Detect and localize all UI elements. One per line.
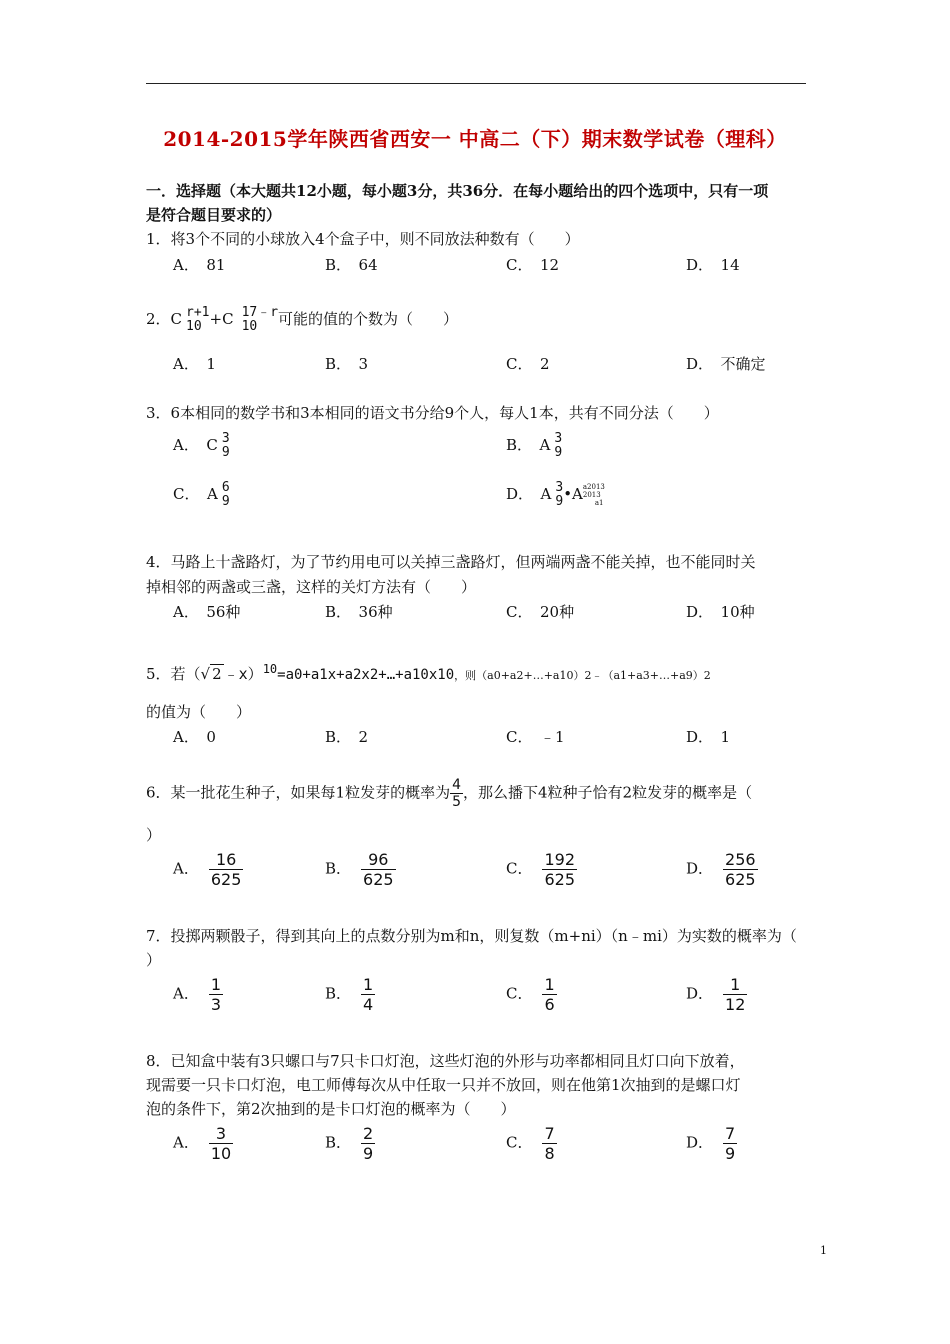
q8-d-den: 9 xyxy=(725,1144,736,1163)
q5-exponent: 10 xyxy=(262,662,278,676)
q8-b-den: 9 xyxy=(363,1144,374,1163)
q2-option-c: C． 2 xyxy=(506,355,550,373)
q3-d-label: D． A xyxy=(506,485,552,503)
question-2-stem xyxy=(146,306,458,334)
q3-option-b xyxy=(506,432,562,460)
q2-sup1: r+1 xyxy=(186,305,210,320)
q5-mid: ﹣x） xyxy=(223,665,263,683)
q7-c-label: C． xyxy=(506,984,533,1003)
section-heading-line1: 一．选择题（本大题共12小题，每小题3分，共36分．在每小题给出的四个选项中，只有一项 xyxy=(146,182,769,200)
q8-d-label: D． xyxy=(686,1133,714,1152)
q8-option-a xyxy=(173,1124,233,1163)
q3-d-tiny2: 2013 xyxy=(582,491,601,499)
q2-tail: 可能的值的个数为（ ） xyxy=(278,310,459,328)
q7-b-den: 4 xyxy=(363,995,374,1014)
q3-c-sub: 9 xyxy=(221,494,230,509)
question-5-line2: 的值为（ ） xyxy=(146,703,252,721)
page-number: 1 xyxy=(820,1244,827,1257)
q5-option-c: C． ﹣1 xyxy=(506,728,565,746)
q7-a-label: A． xyxy=(173,984,199,1003)
q6-b-label: B． xyxy=(325,859,352,878)
q8-b-label: B． xyxy=(325,1133,352,1152)
q7-d-num: 1 xyxy=(730,975,741,994)
q8-c-num: 7 xyxy=(544,1124,555,1143)
q7-b-num: 1 xyxy=(363,975,374,994)
q7-option-a xyxy=(173,975,223,1014)
q8-option-b xyxy=(325,1124,375,1163)
question-5-stem xyxy=(146,662,711,684)
q3-option-c xyxy=(173,481,230,509)
q3-a-label: A． C xyxy=(173,436,218,454)
question-8-line3: 泡的条件下，第2次抽到的是卡口灯泡的概率为（ ） xyxy=(146,1100,516,1118)
question-6-line2: ） xyxy=(146,826,162,844)
q5-expression: =a0+a1x+a2x2+…+a10x10 xyxy=(277,667,455,683)
section-heading-line2: 是符合题目要求的） xyxy=(146,206,282,224)
question-8-line2: 现需要一只卡口灯泡，电工师傅每次从中任取一只并不放回，则在他第1次抽到的是螺口灯 xyxy=(146,1076,741,1094)
question-6-stem xyxy=(146,777,752,810)
question-7-line1: 7．投掷两颗骰子，得到其向上的点数分别为m和n，则复数（m+ni）（n﹣mi）为实数的概率为（ xyxy=(146,927,797,945)
header-rule xyxy=(146,83,806,84)
q3-d-tail: •A xyxy=(563,485,583,503)
q6-b-den: 625 xyxy=(363,870,394,889)
q5-option-d: D． 1 xyxy=(686,728,731,746)
q7-a-num: 1 xyxy=(210,975,222,994)
q6-option-c xyxy=(506,850,577,889)
q2-option-d: D． 不确定 xyxy=(686,355,766,373)
q6-a-den: 625 xyxy=(210,870,242,889)
q1-option-d: D． 14 xyxy=(686,256,740,274)
q1-option-a: A． 81 xyxy=(173,256,226,274)
q2-plus: +C xyxy=(209,310,234,328)
q8-option-c xyxy=(506,1124,557,1163)
q3-a-sub: 9 xyxy=(221,445,230,460)
q5-option-b: B． 2 xyxy=(325,728,369,746)
q8-a-num: 3 xyxy=(215,1124,227,1143)
q3-d-sup: 3 xyxy=(555,480,564,495)
q6-pre: 6．某一批花生种子，如果每1粒发芽的概率为 xyxy=(146,783,451,802)
q2-sub2: 10 xyxy=(241,319,258,334)
q2-option-b: B． 3 xyxy=(325,355,369,373)
q6-d-label: D． xyxy=(686,859,714,878)
q8-option-d xyxy=(686,1124,737,1163)
q7-b-label: B． xyxy=(325,984,352,1003)
q4-option-d: D． 10种 xyxy=(686,603,755,621)
question-4-line1: 4．马路上十盏路灯，为了节约用电可以关掉三盏路灯，但两端两盏不能关掉，也不能同时关 xyxy=(146,553,756,571)
q7-d-den: 12 xyxy=(725,995,746,1014)
q6-option-b xyxy=(325,850,396,889)
q6-option-d xyxy=(686,850,758,889)
q3-d-tiny1: a2013 xyxy=(582,483,605,491)
q6-c-den: 625 xyxy=(544,870,576,889)
q7-option-b xyxy=(325,975,375,1014)
question-8-line1: 8．已知盒中装有3只螺口与7只卡口灯泡，这些灯泡的外形与功率都相同且灯口向下放着， xyxy=(146,1052,745,1070)
page-title: 2014-2015学年陕西省西安一 中高二（下）期末数学试卷（理科） xyxy=(163,127,787,151)
q3-option-a xyxy=(173,432,230,460)
q6-c-num: 192 xyxy=(544,850,576,869)
q4-option-c: C． 20种 xyxy=(506,603,575,621)
q8-c-label: C． xyxy=(506,1133,533,1152)
q3-b-sup: 3 xyxy=(554,431,563,446)
q8-c-den: 8 xyxy=(544,1144,555,1163)
q6-a-label: A． xyxy=(173,859,199,878)
q6-c-label: C． xyxy=(506,859,533,878)
q6-a-num: 16 xyxy=(215,850,237,869)
q7-d-label: D． xyxy=(686,984,714,1003)
q6-post: ，那么播下4粒种子恰有2粒发芽的概率是（ xyxy=(463,783,753,802)
q2-number: 2．C xyxy=(146,310,183,328)
q3-a-sup: 3 xyxy=(221,431,230,446)
q7-c-num: 1 xyxy=(544,975,555,994)
q3-c-label: C． A xyxy=(173,485,218,503)
q6-d-num: 256 xyxy=(725,850,756,869)
q3-d-sub: 9 xyxy=(555,494,564,509)
q7-c-den: 6 xyxy=(544,995,555,1014)
q1-option-c: C． 12 xyxy=(506,256,560,274)
q8-d-num: 7 xyxy=(725,1124,736,1143)
q5-option-a: A． 0 xyxy=(173,728,216,746)
q6-d-den: 625 xyxy=(725,870,756,889)
q8-b-num: 2 xyxy=(363,1124,374,1143)
q4-option-a: A． 56种 xyxy=(173,603,241,621)
q6-b-num: 96 xyxy=(368,850,389,869)
q3-b-label: B． A xyxy=(506,436,551,454)
q3-c-sup: 6 xyxy=(221,480,230,495)
question-1-stem: 1．将3个不同的小球放入4个盒子中，则不同放法种数有（ ） xyxy=(146,230,580,248)
question-3-stem: 3．6本相同的数学书和3本相同的语文书分给9个人，每人1本，共有不同分法（ ） xyxy=(146,404,719,422)
q1-option-b: B． 64 xyxy=(325,256,378,274)
question-4-line2: 掉相邻的两盏或三盏，这样的关灯方法有（ ） xyxy=(146,578,477,596)
q6-option-a xyxy=(173,850,243,889)
q5-radicand: 2 xyxy=(212,665,222,683)
q7-a-den: 3 xyxy=(210,995,222,1014)
q5-tail: ，则（a0+a2+…+a10）2﹣（a1+a3+…+a9）2 xyxy=(454,669,711,682)
q5-pre: 5．若（ xyxy=(146,665,201,683)
q8-a-den: 10 xyxy=(210,1144,232,1163)
sqrt-symbol: √ xyxy=(200,665,211,683)
q7-option-d xyxy=(686,975,747,1014)
q3-option-d xyxy=(506,481,605,509)
q8-a-label: A． xyxy=(173,1133,199,1152)
question-7-line2: ） xyxy=(146,951,162,969)
q2-sup2: 17﹣r xyxy=(241,305,279,320)
q6-prob-den: 5 xyxy=(452,794,462,810)
q2-option-a: A． 1 xyxy=(173,355,216,373)
q4-option-b: B． 36种 xyxy=(325,603,393,621)
q2-sub1: 10 xyxy=(186,319,202,334)
q7-option-c xyxy=(506,975,557,1014)
q3-d-tiny3: a1 xyxy=(594,499,604,507)
q3-b-sub: 9 xyxy=(554,445,563,460)
q6-prob-num: 4 xyxy=(452,777,462,793)
